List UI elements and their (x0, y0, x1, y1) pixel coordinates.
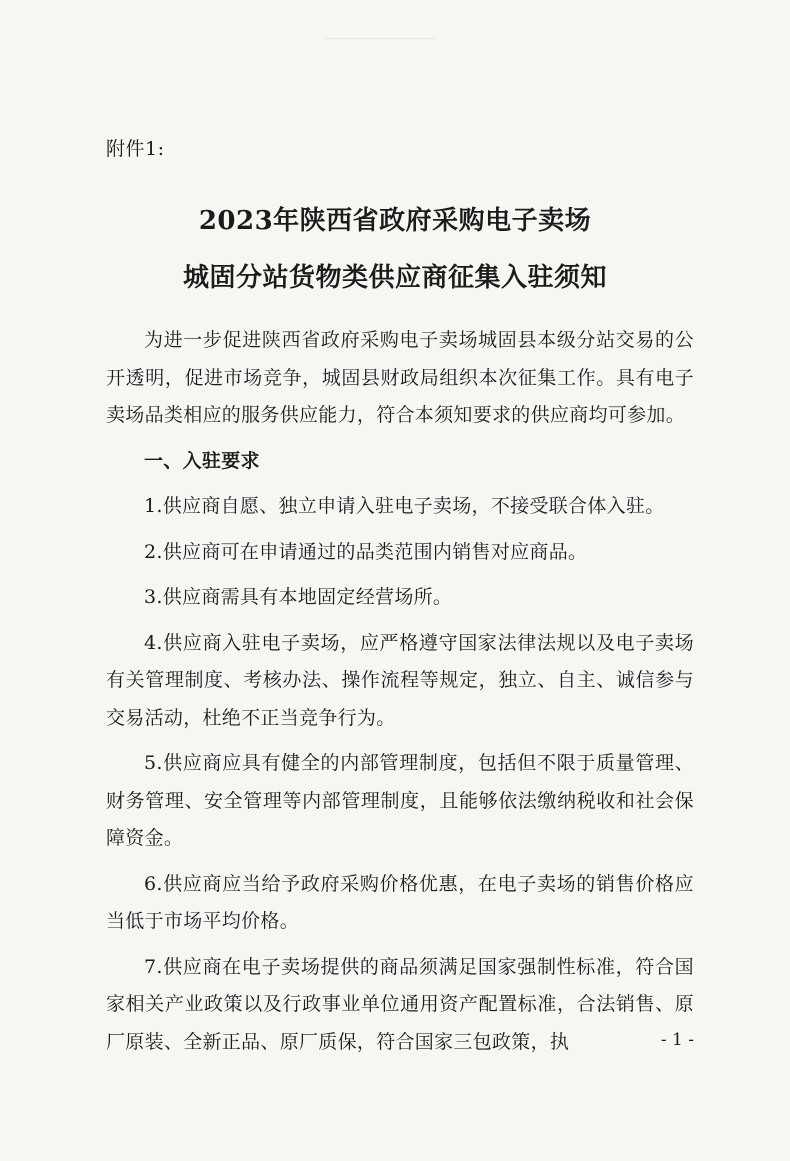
requirement-item-3: 3.供应商需具有本地固定经营场所。 (144, 586, 453, 608)
attachment-label: 附件1: (106, 138, 165, 160)
intro-paragraph: 为进一步促进陕西省政府采购电子卖场城固县本级分站交易的公开透明，促进市场竞争，城固县财政局组织本次征集工作。具有电子卖场品类相应的服务供应能力，符合本须知要求的供应商均可参加。 (106, 329, 694, 426)
document-title-line-1: 2023年陕西省政府采购电子卖场 (198, 206, 592, 236)
page-number: - 1 - (660, 1030, 694, 1050)
section-heading: 一、入驻要求 (144, 449, 260, 472)
requirement-item-4: 4.供应商入驻电子卖场，应严格遵守国家法律法规以及电子卖场有关管理制度、考核办法、操作流程等规定，独立、自主、诚信参与交易活动，杜绝不正当竞争行为。 (106, 631, 694, 729)
requirement-item-2: 2.供应商可在申请通过的品类范围内销售对应商品。 (144, 540, 588, 563)
document-title-line-2: 城固分站货物类供应商征集入驻须知 (182, 263, 607, 293)
requirement-item-1: 1.供应商自愿、独立申请入驻电子卖场，不接受联合体入驻。 (144, 495, 665, 517)
document-body (106, 322, 694, 1069)
requirement-item-7: 7.供应商在电子卖场提供的商品须满足国家强制性标准，符合国家相关产业政策以及行政事业单位通用资产配置标准，合法销售、原厂原装、全新正品、原厂质保，符合国家三包政策，执 (106, 955, 694, 1053)
requirement-item-5: 5.供应商应具有健全的内部管理制度，包括但不限于质量管理、财务管理、安全管理等内部管理制度，且能够依法缴纳税收和社会保障资金。 (106, 752, 694, 849)
scan-artifact (325, 38, 435, 45)
requirement-item-6: 6.供应商应当给予政府采购价格优惠，在电子卖场的销售价格应当低于市场平均价格。 (106, 872, 694, 932)
